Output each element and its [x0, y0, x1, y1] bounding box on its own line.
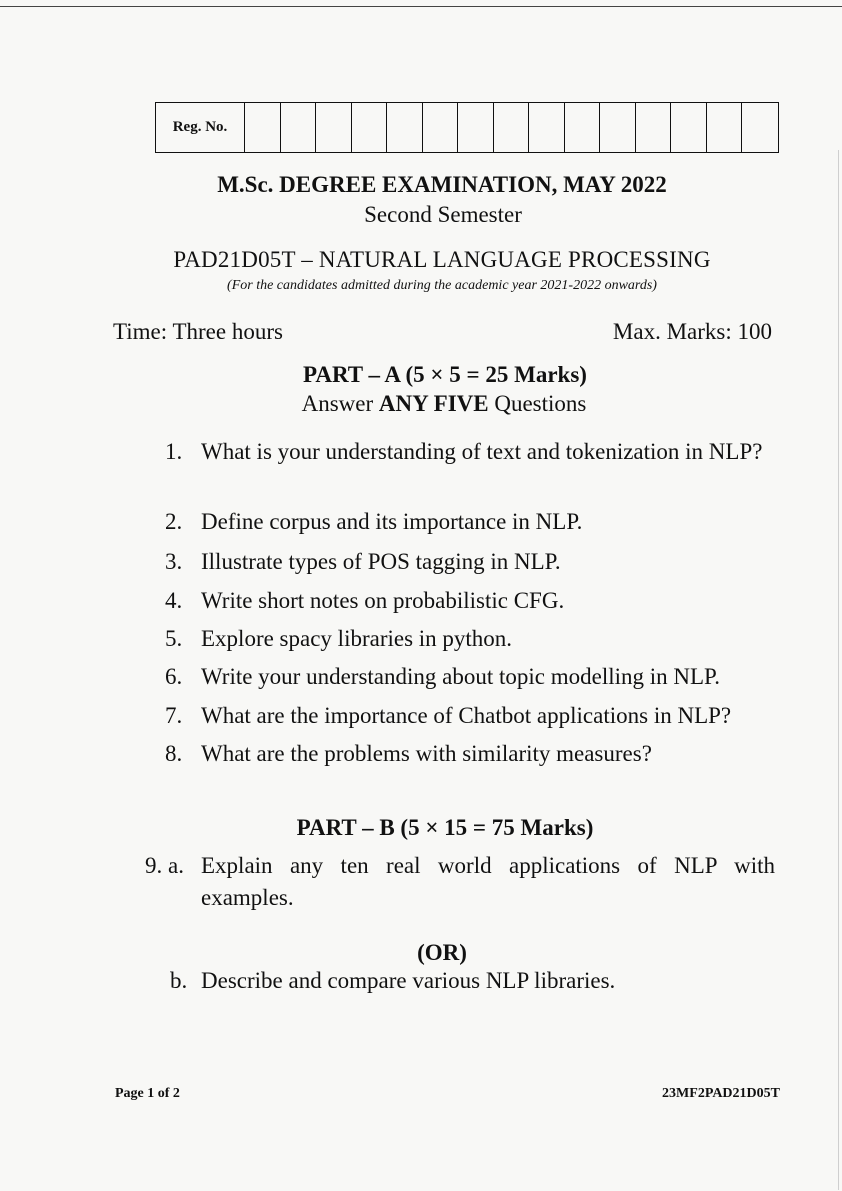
- question-number: 5.: [165, 626, 183, 651]
- question-text: Define corpus and its importance in NLP.: [201, 509, 583, 534]
- reg-no-cell: [458, 103, 494, 152]
- question-text: Write short notes on probabilistic CFG.: [201, 588, 565, 613]
- question-text: Describe and compare various NLP libraries.: [201, 968, 616, 993]
- exam-title: M.Sc. DEGREE EXAMINATION, MAY 2022: [217, 172, 667, 197]
- reg-no-cell: [636, 103, 672, 152]
- question-number: 3.: [165, 549, 183, 574]
- question-number: b.: [170, 968, 188, 993]
- part-a-heading: PART – A (5 × 5 = 25 Marks): [303, 362, 587, 387]
- semester: Second Semester: [364, 202, 522, 227]
- reg-no-cell: [565, 103, 601, 152]
- reg-no-cell: [494, 103, 530, 152]
- reg-no-cell: [529, 103, 565, 152]
- question-text: Illustrate types of POS tagging in NLP.: [201, 549, 561, 574]
- question-text: Explain any ten real world applications of NLP with examples.: [201, 853, 775, 910]
- part-a-instruction: [0, 391, 842, 417]
- or-separator: (OR): [417, 940, 467, 965]
- exam-duration: Time: Three hours: [113, 319, 283, 344]
- question-number: 6.: [165, 664, 183, 689]
- question-text: What are the importance of Chatbot applications in NLP?: [201, 703, 732, 728]
- question-text: What is your understanding of text and tokenization in NLP?: [201, 439, 763, 464]
- reg-no-cell: [742, 103, 778, 152]
- reg-no-cell: [245, 103, 281, 152]
- question-number: 8.: [165, 741, 183, 766]
- instruction-post: Questions: [488, 391, 587, 416]
- reg-no-box: [155, 102, 779, 153]
- question-number: 2.: [165, 509, 183, 534]
- reg-no-cell: [671, 103, 707, 152]
- question-number: 1.: [165, 439, 183, 464]
- question-number: 7.: [165, 703, 183, 728]
- reg-no-cell: [600, 103, 636, 152]
- paper-code: 23MF2PAD21D05T: [662, 1086, 780, 1101]
- reg-no-cell: [316, 103, 352, 152]
- reg-no-cell: [352, 103, 388, 152]
- reg-no-label: Reg. No.: [156, 103, 245, 152]
- question-number: 9. a.: [145, 853, 184, 878]
- reg-no-cell: [707, 103, 743, 152]
- question-text: What are the problems with similarity measures?: [201, 741, 652, 766]
- page-number: Page 1 of 2: [115, 1086, 180, 1101]
- right-border-line: [838, 150, 839, 1190]
- instruction-pre: Answer: [301, 391, 379, 416]
- admitted-note: (For the candidates admitted during the academic year 2021-2022 onwards): [227, 278, 657, 293]
- reg-no-cell: [387, 103, 423, 152]
- reg-no-cell: [281, 103, 317, 152]
- max-marks: Max. Marks: 100: [612, 319, 772, 344]
- top-border-line: [0, 6, 842, 7]
- course-title: PAD21D05T – NATURAL LANGUAGE PROCESSING: [173, 247, 711, 272]
- question-text: Write your understanding about topic modelling in NLP.: [201, 664, 721, 689]
- question-number: 4.: [165, 588, 183, 613]
- reg-no-cell: [423, 103, 459, 152]
- part-b-heading: PART – B (5 × 15 = 75 Marks): [296, 815, 594, 840]
- question-text: Explore spacy libraries in python.: [201, 626, 513, 651]
- instruction-bold: ANY FIVE: [378, 391, 489, 416]
